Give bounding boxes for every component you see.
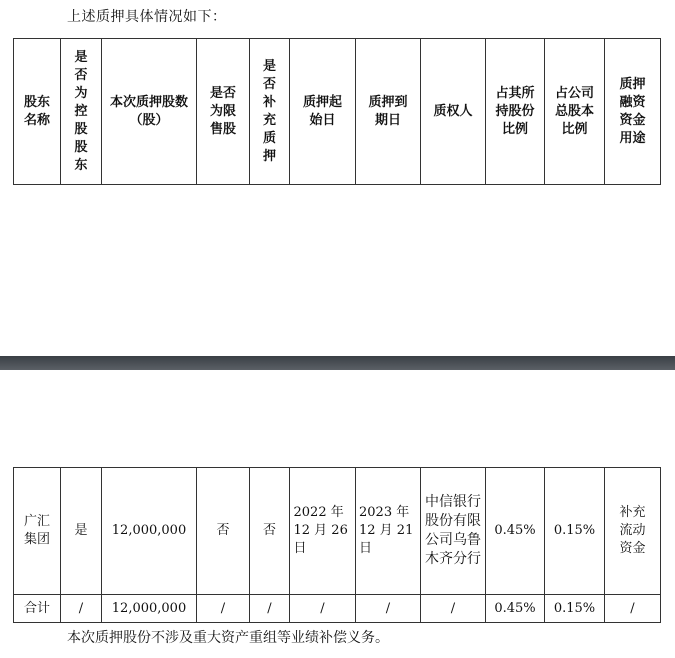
cell-end-date: 2023 年 12 月 21 日 — [356, 468, 421, 595]
cell-pledged-shares: 12,000,000 — [102, 468, 197, 595]
header-end-date: 质押到期日 — [356, 39, 421, 185]
header-shareholder: 股东名称 — [14, 39, 61, 185]
header-start-date: 质押起始日 — [290, 39, 356, 185]
cell-is-controlling: 是 — [61, 468, 102, 595]
cell-pct-own: 0.45% — [486, 595, 545, 623]
page-divider — [0, 356, 675, 370]
cell-pledgee: / — [421, 595, 486, 623]
cell-pledged-shares: 12,000,000 — [102, 595, 197, 623]
header-purpose: 质押融资资金用途 — [605, 39, 661, 185]
header-pledgee: 质权人 — [421, 39, 486, 185]
cell-is-supplementary: 否 — [250, 468, 290, 595]
header-pledged-shares: 本次质押股数（股） — [102, 39, 197, 185]
cell-is-supplementary: / — [250, 595, 290, 623]
header-pct-total: 占公司总股本比例 — [545, 39, 605, 185]
header-is-restricted: 是否为限售股 — [197, 39, 250, 185]
cell-shareholder: 合计 — [14, 595, 61, 623]
cell-start-date: 2022 年 12 月 26 日 — [290, 468, 356, 595]
cell-purpose: / — [605, 595, 661, 623]
table-row — [14, 468, 661, 595]
header-is-supplementary: 是否补充质押 — [250, 39, 290, 185]
intro-text: 上述质押具体情况如下： — [67, 9, 227, 25]
cell-shareholder: 广汇集团 — [14, 468, 61, 595]
header-is-controlling: 是否为控股股东 — [61, 39, 102, 185]
cell-is-restricted: / — [197, 595, 250, 623]
cell-end-date: / — [356, 595, 421, 623]
pledge-table-header — [13, 38, 661, 185]
header-pct-own: 占其所持股份比例 — [486, 39, 545, 185]
cell-is-restricted: 否 — [197, 468, 250, 595]
cell-pct-total: 0.15% — [545, 468, 605, 595]
cell-pct-total: 0.15% — [545, 595, 605, 623]
cell-start-date: / — [290, 595, 356, 623]
cell-pledgee: 中信银行股份有限公司乌鲁木齐分行 — [421, 468, 486, 595]
cell-pct-own: 0.45% — [486, 468, 545, 595]
cell-is-controlling: / — [61, 595, 102, 623]
footer-note: 本次质押股份不涉及重大资产重组等业绩补偿义务。 — [67, 630, 389, 646]
pledge-table-body — [13, 467, 661, 623]
table-row — [14, 595, 661, 623]
cell-purpose: 补充流动资金 — [605, 468, 661, 595]
